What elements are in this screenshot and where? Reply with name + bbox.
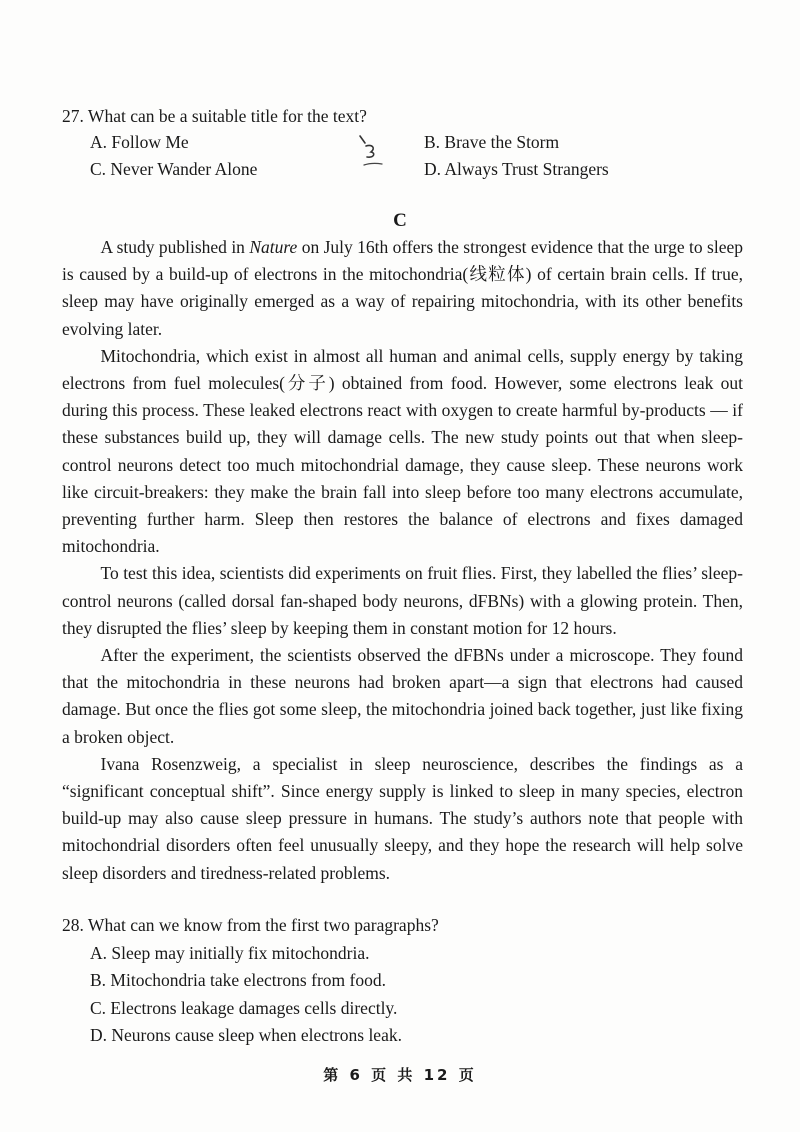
paragraph-1-lead: A study published in — [100, 237, 250, 257]
paragraph-5: Ivana Rosenzweig, a specialist in sleep neuroscience, describes the findings as a “significant conceptual shift”. Since energy supply is linked to sleep in many species, electron build-up may also cause sleep pressure in humans. The study’s authors note that people with mitochondrial disorders often feel unusually sleepy, and they hope the research will help solve sleep disorders and tiredness-related problems. — [62, 753, 743, 883]
paragraph-1-rest: on July 16th offers the strongest evidence that the urge to sleep is caused by a build-up of electrons in the mitochondria(线粒体) of certain brain cells. If true, sleep may have originally emerged as a way of repairing mitochondria, with its other benefits evolving later. — [62, 237, 743, 339]
section-heading: C — [393, 210, 407, 231]
paragraph-3: To test this idea, scientists did experiments on fruit flies. First, they labelled the flies’ sleep-control neurons (called dorsal fan-shaped body neurons, dFBNs) with a glowing protein. Then, they disrupted the flies’ sleep by keeping them in constant motion for 12 hours. — [62, 563, 743, 638]
question-28 — [62, 912, 743, 1050]
question-28-option-d: D. Neurons cause sleep when electrons leak. — [90, 1025, 402, 1045]
question-27-option-b: B. Brave the Storm — [424, 132, 560, 152]
paragraph-4: After the experiment, the scientists observed the dFBNs under a microscope. They found that the mitochondria in these neurons had broken apart—a sign that electrons had caused damage. But once the flies got some sleep, the mitochondria joined back together, just like fixing a broken object. — [62, 645, 743, 747]
reading-passage — [62, 234, 743, 887]
question-28-stem: 28. What can we know from the first two paragraphs? — [62, 915, 439, 935]
question-27-stem: 27. What can be a suitable title for the text? — [62, 106, 367, 126]
paragraph-2: Mitochondria, which exist in almost all human and animal cells, supply energy by taking electrons from fuel molecules(分子) obtained from food. However, some electrons leak out during this process. These leaked electrons react with oxygen to create harmful by-products — if these substances build up, they will damage cells. The new study points out that when sleep-control neurons detect too much mitochondrial damage, they cause sleep. These neurons work like circuit-breakers: they make the brain fall into sleep before too many electrons accumulate, preventing further harm. Sleep then restores the balance of electrons and fixes damaged mitochondria. — [62, 345, 743, 557]
question-27-option-d: D. Always Trust Strangers — [424, 159, 609, 179]
journal-name: Nature — [249, 237, 298, 257]
question-28-option-c: C. Electrons leakage damages cells directly. — [90, 997, 398, 1018]
question-28-option-a: A. Sleep may initially fix mitochondria. — [90, 942, 370, 963]
question-27-option-c: C. Never Wander Alone — [90, 159, 258, 179]
question-28-option-b: B. Mitochondria take electrons from food. — [90, 970, 386, 990]
page-number-footer: 第 6 页 共 12 页 — [323, 1066, 477, 1084]
question-27-option-a: A. Follow Me — [90, 132, 189, 152]
paragraph-1 — [62, 234, 743, 343]
handwritten-pen-mark — [352, 132, 388, 172]
